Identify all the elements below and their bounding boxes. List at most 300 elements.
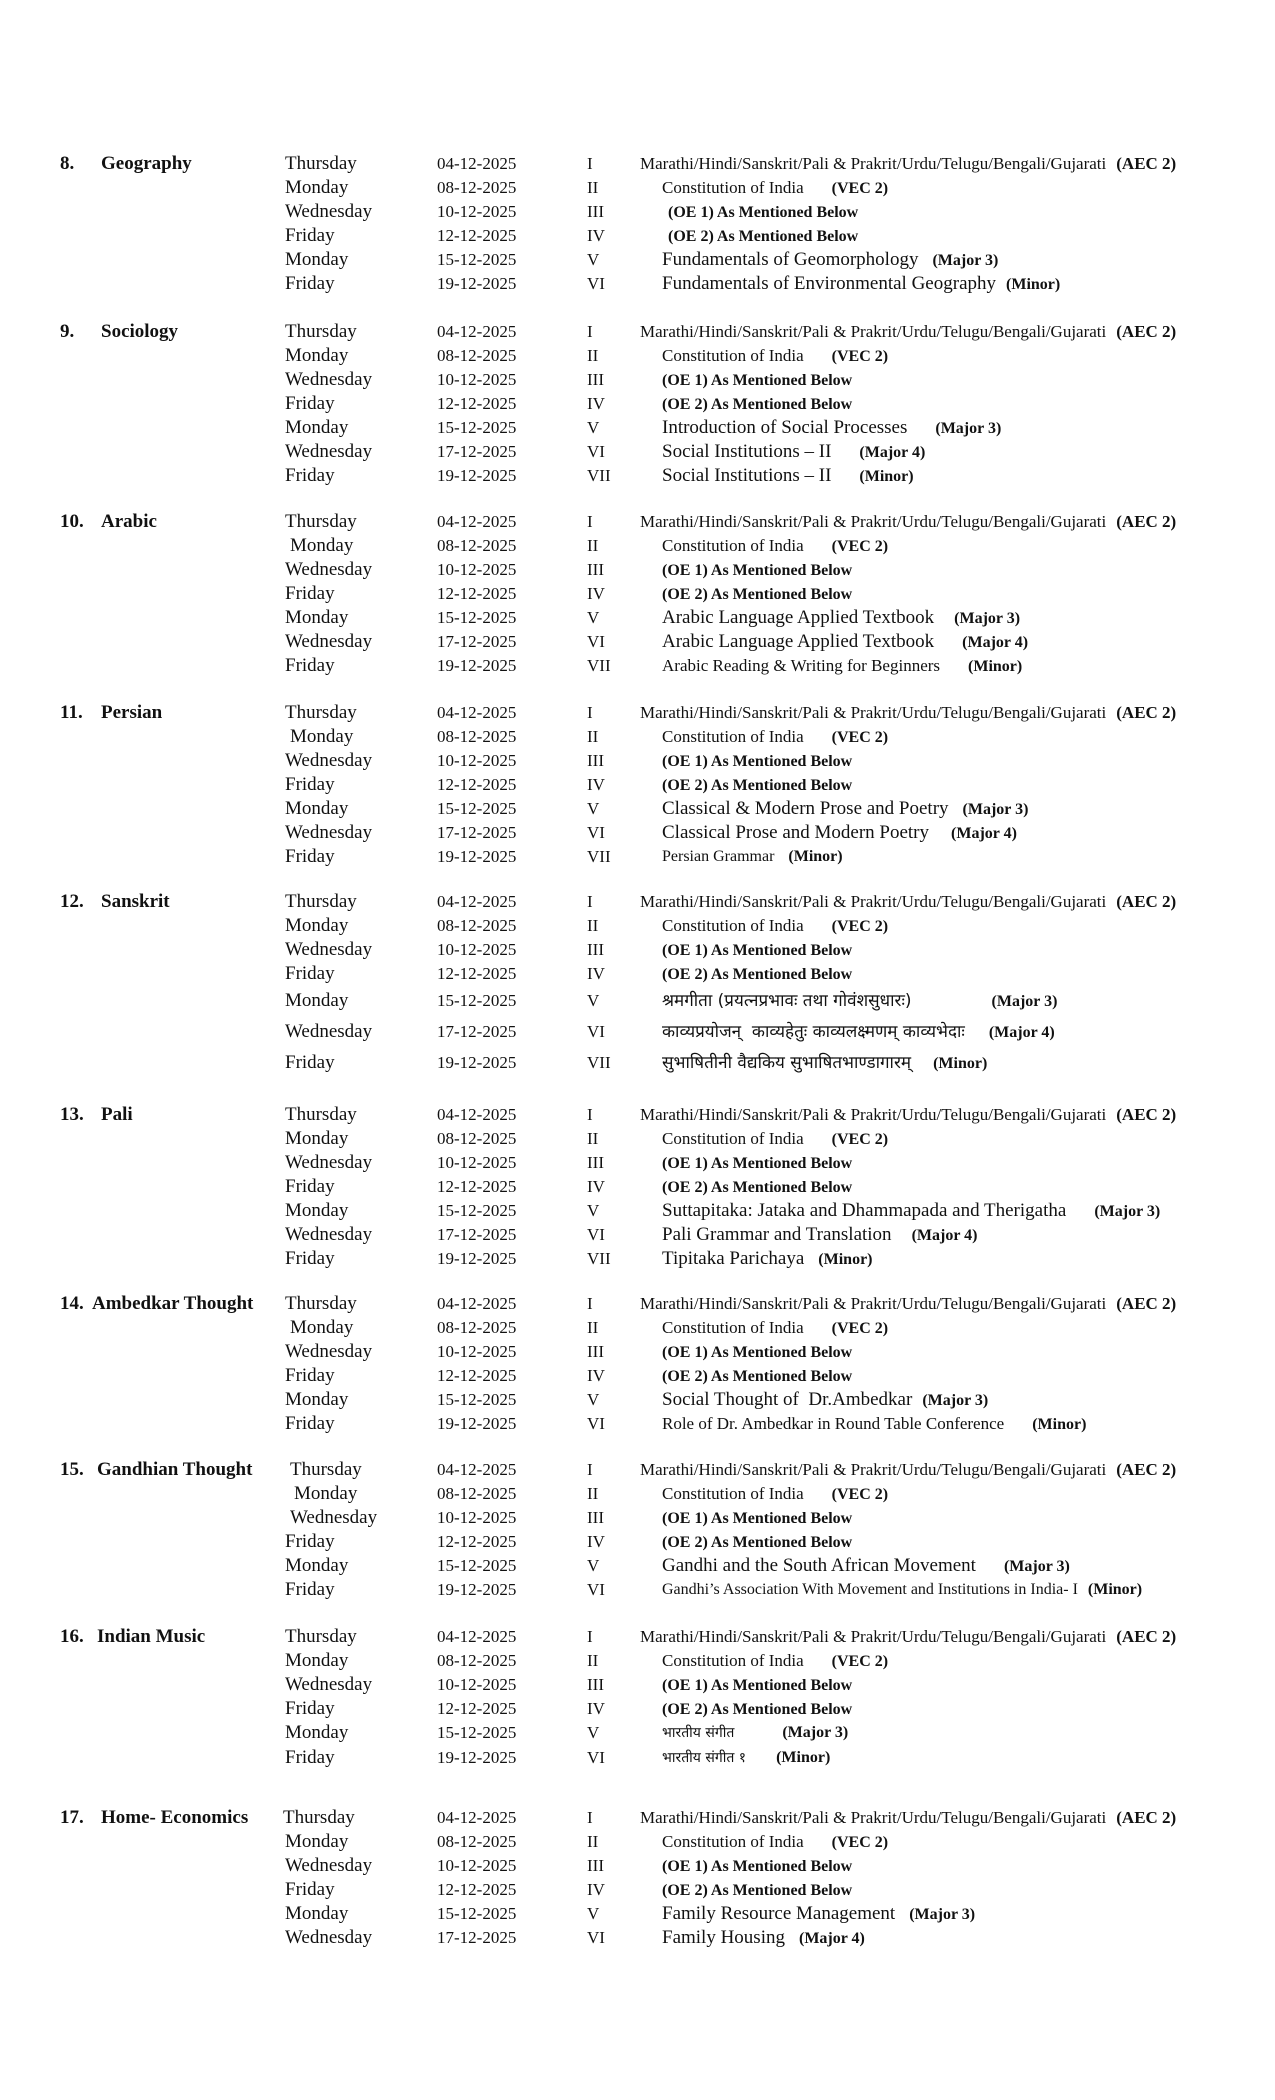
semester: I [587,892,593,911]
exam-date: 04-12-2025 [437,892,517,911]
exam-day: Friday [285,1365,335,1386]
paper-tag: (Major 3) [1094,1203,1161,1220]
paper-name: (OE 1) As Mentioned Below [668,204,859,221]
paper-name: Constitution of India [662,1129,804,1148]
semester: VII [587,1053,611,1072]
paper-title [640,1103,1176,1127]
paper-name: (OE 2) As Mentioned Below [662,966,853,983]
exam-date: 04-12-2025 [437,703,517,722]
exam-date: 12-12-2025 [437,1366,517,1385]
semester: VII [587,656,611,675]
exam-date: 10-12-2025 [437,751,517,770]
semester: III [587,560,604,579]
exam-day: Monday [285,798,349,819]
paper-title [662,582,852,607]
subject-number: 16. [60,1626,84,1647]
semester: V [587,250,600,269]
exam-day: Monday [285,1650,349,1671]
paper-name: Marathi/Hindi/Sanskrit/Pali & Prakrit/Urdu/Telugu/Bengali/Gujarati [640,1808,1107,1827]
paper-name: Fundamentals of Environmental Geography [662,273,997,294]
exam-date: 08-12-2025 [437,178,517,197]
semester: IV [587,584,605,603]
semester: V [587,418,600,437]
schedule-row [0,368,1275,392]
schedule-row [0,630,1275,654]
paper-tag: (Major 4) [988,1024,1055,1041]
semester: V [587,1723,600,1742]
schedule-row [0,176,1275,200]
paper-name: Marathi/Hindi/Sanskrit/Pali & Prakrit/Urdu/Telugu/Bengali/Gujarati [640,1105,1107,1124]
subject-number: 12. [60,891,84,912]
paper-tag: (AEC 2) [1116,892,1177,911]
schedule-row [0,392,1275,416]
schedule-row [0,1578,1275,1602]
semester: V [587,1201,600,1220]
paper-title [662,989,1057,1014]
paper-name: Marathi/Hindi/Sanskrit/Pali & Prakrit/Urdu/Telugu/Bengali/Gujarati [640,703,1107,722]
exam-day: Thursday [283,1807,355,1828]
paper-name: सुभाषितीनी वैद्यकिय सुभाषितभाण्डागारम् [662,1053,912,1073]
paper-tag: (AEC 2) [1116,1808,1177,1827]
paper-name: (OE 2) As Mentioned Below [662,1534,853,1551]
schedule-row [0,1673,1275,1697]
semester: III [587,1153,604,1172]
paper-name: Persian Grammar [662,848,775,865]
paper-tag: (Major 4) [911,1227,978,1244]
paper-name: Constitution of India [662,916,804,935]
exam-day: Friday [285,393,335,414]
exam-day: Wednesday [285,1021,373,1042]
paper-name: Gandhi and the South African Movement [662,1555,976,1576]
schedule-row [0,797,1275,821]
exam-day: Monday [285,990,349,1011]
paper-title [662,1316,888,1341]
paper-name: Introduction of Social Processes [662,417,908,438]
schedule-row [0,1292,1275,1316]
exam-day: Friday [285,1747,335,1768]
paper-name: काव्यप्रयोजन् काव्यहेतुः काव्यलक्ष्मणम् काव्यभेदाः [662,1022,965,1042]
paper-tag: (AEC 2) [1116,1460,1177,1479]
exam-day: Friday [285,273,335,294]
paper-name: Constitution of India [662,1651,804,1670]
schedule-row [0,558,1275,582]
semester: VI [587,823,605,842]
paper-title [662,558,852,583]
semester: III [587,202,604,221]
exam-date: 10-12-2025 [437,1675,517,1694]
paper-title [662,248,998,273]
exam-day: Monday [285,1128,349,1149]
exam-day: Thursday [285,1626,357,1647]
paper-name: (OE 1) As Mentioned Below [662,1344,853,1361]
subject-name: Ambedkar Thought [92,1293,254,1314]
paper-tag: (Minor) [1006,276,1061,293]
schedule-row [0,1926,1275,1950]
subject-number: 14. [60,1293,84,1314]
paper-name: (OE 1) As Mentioned Below [662,562,853,579]
exam-date: 12-12-2025 [437,1880,517,1899]
semester: IV [587,1532,605,1551]
semester: VI [587,1748,605,1767]
paper-tag: (Major 3) [782,1724,849,1741]
paper-name: Social Thought of Dr.Ambedkar [662,1389,913,1410]
semester: I [587,1294,593,1313]
exam-date: 17-12-2025 [437,1022,517,1041]
paper-title [662,1926,865,1951]
exam-day: Wednesday [290,1507,378,1528]
subject-number: 11. [60,702,83,723]
paper-name: Marathi/Hindi/Sanskrit/Pali & Prakrit/Urdu/Telugu/Bengali/Gujarati [640,1460,1107,1479]
paper-title [662,534,888,559]
semester: II [587,1832,599,1851]
exam-day: Friday [285,1413,335,1434]
paper-tag: (VEC 2) [831,918,889,935]
semester: VI [587,442,605,461]
paper-title [662,821,1017,846]
paper-name: Constitution of India [662,1832,804,1851]
exam-day: Wednesday [285,822,373,843]
semester: V [587,608,600,627]
exam-date: 08-12-2025 [437,1651,517,1670]
paper-title [662,1199,1160,1224]
exam-date: 17-12-2025 [437,1225,517,1244]
exam-date: 08-12-2025 [437,727,517,746]
exam-day: Monday [285,1722,349,1743]
schedule-row [0,749,1275,773]
exam-day: Wednesday [285,441,373,462]
paper-title [662,1673,852,1698]
paper-name: (OE 2) As Mentioned Below [662,586,853,603]
semester: III [587,1675,604,1694]
paper-name: Role of Dr. Ambedkar in Round Table Conference [662,1414,1005,1433]
paper-title [662,630,1028,655]
paper-title [662,1482,888,1507]
exam-date: 15-12-2025 [437,608,517,627]
exam-day: Friday [285,774,335,795]
schedule-row [0,1697,1275,1721]
semester: VII [587,847,611,866]
semester: III [587,1342,604,1361]
paper-title [662,1878,852,1903]
schedule-row [0,1388,1275,1412]
paper-name: Constitution of India [662,1318,804,1337]
schedule-row [0,1649,1275,1673]
schedule-row [0,1482,1275,1506]
semester: VI [587,1414,605,1433]
paper-title [662,1854,852,1879]
exam-date: 08-12-2025 [437,916,517,935]
schedule-row [0,1127,1275,1151]
schedule-row [0,464,1275,488]
paper-name: Gandhi’s Association With Movement and Institutions in India- I [662,1581,1078,1598]
schedule-row [0,1364,1275,1388]
paper-title [662,962,852,987]
schedule-row [0,1830,1275,1854]
paper-title [662,1578,1142,1602]
paper-tag: (VEC 2) [831,1653,889,1670]
schedule-row [0,914,1275,938]
paper-tag: (VEC 2) [831,1486,889,1503]
exam-date: 04-12-2025 [437,1294,517,1313]
paper-name: Fundamentals of Geomorphology [662,249,919,270]
semester: V [587,1556,600,1575]
paper-title [662,1151,852,1176]
subject-number: 17. [60,1807,84,1828]
paper-title [662,654,1022,679]
schedule-row [0,1530,1275,1554]
paper-tag: (Major 3) [935,420,1002,437]
exam-date: 15-12-2025 [437,1904,517,1923]
schedule-row [0,416,1275,440]
paper-name: Classical Prose and Modern Poetry [662,822,930,843]
paper-tag: (Minor) [933,1055,988,1072]
exam-date: 08-12-2025 [437,1832,517,1851]
schedule-row [0,200,1275,224]
schedule-row [0,534,1275,558]
semester: III [587,1508,604,1527]
paper-title [662,392,852,417]
subject-name: Home- Economics [101,1807,249,1828]
exam-date: 12-12-2025 [437,1177,517,1196]
exam-day: Wednesday [285,631,373,652]
exam-date: 04-12-2025 [437,1105,517,1124]
schedule-row [0,1878,1275,1902]
exam-day: Monday [285,1389,349,1410]
exam-date: 10-12-2025 [437,1856,517,1875]
paper-title [640,1458,1176,1482]
exam-day: Friday [285,655,335,676]
paper-name: Marathi/Hindi/Sanskrit/Pali & Prakrit/Urdu/Telugu/Bengali/Gujarati [640,1294,1107,1313]
exam-date: 04-12-2025 [437,154,517,173]
exam-date: 10-12-2025 [437,1153,517,1172]
exam-date: 12-12-2025 [437,964,517,983]
paper-name: (OE 2) As Mentioned Below [662,1701,853,1718]
exam-date: 19-12-2025 [437,656,517,675]
paper-title [640,320,1176,344]
paper-title [662,845,843,869]
exam-date: 15-12-2025 [437,1723,517,1742]
paper-title [662,1649,888,1674]
schedule-row [0,654,1275,678]
paper-title [662,1175,852,1200]
paper-name: Social Institutions – II [662,441,832,462]
paper-title [662,1051,987,1076]
semester: II [587,536,599,555]
exam-date: 12-12-2025 [437,775,517,794]
exam-date: 19-12-2025 [437,1748,517,1767]
semester: VI [587,1580,605,1599]
paper-tag: (AEC 2) [1116,703,1177,722]
semester: IV [587,1366,605,1385]
exam-day: Monday [285,607,349,628]
exam-day: Wednesday [285,1674,373,1695]
exam-day: Monday [285,915,349,936]
paper-name: (OE 2) As Mentioned Below [662,396,853,413]
paper-title [662,464,914,489]
schedule-row [0,773,1275,797]
schedule-row [0,725,1275,749]
exam-day: Thursday [285,891,357,912]
paper-name: भारतीय संगीत [662,1725,735,1741]
semester: V [587,1904,600,1923]
semester: I [587,322,593,341]
exam-day: Friday [285,1248,335,1269]
exam-day: Thursday [285,511,357,532]
semester: II [587,346,599,365]
semester: V [587,1390,600,1409]
exam-date: 17-12-2025 [437,632,517,651]
semester: IV [587,1699,605,1718]
paper-title [662,1902,975,1927]
exam-day: Friday [285,1698,335,1719]
semester: VII [587,466,611,485]
semester: III [587,370,604,389]
exam-date: 19-12-2025 [437,274,517,293]
paper-tag: (AEC 2) [1116,154,1177,173]
paper-tag: (VEC 2) [831,180,889,197]
semester: III [587,940,604,959]
exam-day: Friday [285,583,335,604]
semester: IV [587,1177,605,1196]
paper-name: Suttapitaka: Jataka and Dhammapada and Therigatha [662,1200,1067,1221]
exam-day: Friday [285,846,335,867]
subject-name: Sociology [101,321,179,342]
subject-number: 8. [60,153,75,174]
semester: IV [587,226,605,245]
schedule-row [0,1806,1275,1830]
exam-day: Friday [285,465,335,486]
paper-tag: (Major 4) [798,1930,865,1947]
semester: I [587,512,593,531]
semester: II [587,1484,599,1503]
paper-name: भारतीय संगीत १ [662,1750,747,1766]
exam-day: Monday [285,177,349,198]
exam-day: Wednesday [285,1855,373,1876]
exam-day: Monday [294,1483,358,1504]
semester: II [587,178,599,197]
paper-name: Family Housing [662,1927,785,1948]
exam-date: 04-12-2025 [437,1627,517,1646]
paper-name: (OE 1) As Mentioned Below [662,942,853,959]
exam-day: Monday [290,535,354,556]
semester: I [587,1808,593,1827]
paper-name: Marathi/Hindi/Sanskrit/Pali & Prakrit/Urdu/Telugu/Bengali/Gujarati [640,892,1107,911]
exam-day: Monday [285,1903,349,1924]
paper-name: (OE 2) As Mentioned Below [662,777,853,794]
schedule-row [0,1412,1275,1436]
exam-date: 10-12-2025 [437,202,517,221]
paper-tag: (Minor) [788,848,843,865]
exam-day: Thursday [285,321,357,342]
paper-name: (OE 1) As Mentioned Below [662,372,853,389]
exam-day: Wednesday [285,201,373,222]
schedule-row [0,248,1275,272]
exam-date: 08-12-2025 [437,1318,517,1337]
paper-title [640,890,1176,914]
schedule-row [0,1625,1275,1649]
paper-tag: (Minor) [1087,1581,1143,1598]
schedule-row [0,1458,1275,1482]
schedule-row [0,606,1275,630]
paper-title [662,440,925,465]
semester: IV [587,1880,605,1899]
paper-title [662,749,852,774]
semester: II [587,1318,599,1337]
schedule-row [0,1051,1275,1075]
schedule-row [0,1223,1275,1247]
paper-title [640,1292,1176,1316]
semester: II [587,1129,599,1148]
schedule-row [0,1721,1275,1745]
exam-date: 10-12-2025 [437,940,517,959]
schedule-row [0,1020,1275,1044]
paper-name: (OE 1) As Mentioned Below [662,1155,853,1172]
paper-tag: (VEC 2) [831,1320,889,1337]
schedule-row [0,1103,1275,1127]
paper-title [662,416,1001,441]
paper-tag: (Major 3) [932,252,999,269]
exam-date: 19-12-2025 [437,1580,517,1599]
schedule-row [0,1340,1275,1364]
schedule-row [0,272,1275,296]
exam-date: 15-12-2025 [437,991,517,1010]
paper-title [662,1412,1086,1437]
exam-date: 15-12-2025 [437,1201,517,1220]
exam-day: Friday [285,1052,335,1073]
exam-day: Friday [285,1579,335,1600]
subject-name: Gandhian Thought [97,1459,253,1480]
subject-name: Geography [101,153,192,174]
subject-name: Arabic [101,511,157,532]
schedule-row [0,1175,1275,1199]
exam-day: Monday [290,1317,354,1338]
paper-name: Constitution of India [662,1484,804,1503]
paper-title [640,1625,1176,1649]
paper-name: Marathi/Hindi/Sanskrit/Pali & Prakrit/Urdu/Telugu/Bengali/Gujarati [640,512,1107,531]
paper-title [662,344,888,369]
exam-date: 08-12-2025 [437,346,517,365]
exam-date: 10-12-2025 [437,370,517,389]
paper-title [640,1806,1176,1830]
paper-title [662,1746,830,1770]
schedule-row [0,938,1275,962]
exam-day: Wednesday [285,1152,373,1173]
schedule-row [0,344,1275,368]
semester: II [587,727,599,746]
paper-title [640,510,1176,534]
paper-name: Marathi/Hindi/Sanskrit/Pali & Prakrit/Urdu/Telugu/Bengali/Gujarati [640,154,1107,173]
paper-name: Constitution of India [662,536,804,555]
schedule-row [0,440,1275,464]
paper-title [662,914,888,939]
paper-title [662,1388,988,1413]
paper-tag: (Major 3) [962,801,1029,818]
paper-title [662,1364,852,1389]
semester: VI [587,274,605,293]
semester: II [587,916,599,935]
exam-day: Thursday [285,702,357,723]
semester: IV [587,964,605,983]
subject-number: 15. [60,1459,84,1480]
paper-tag: (AEC 2) [1116,1294,1177,1313]
schedule-row [0,510,1275,534]
paper-tag: (VEC 2) [831,729,889,746]
paper-name: श्रमगीता (प्रयत्नप्रभावः तथा गोवंशसुधारः) [662,991,912,1011]
paper-title [640,701,1176,725]
exam-date: 15-12-2025 [437,418,517,437]
paper-name: (OE 1) As Mentioned Below [662,1510,853,1527]
exam-day: Friday [285,1176,335,1197]
